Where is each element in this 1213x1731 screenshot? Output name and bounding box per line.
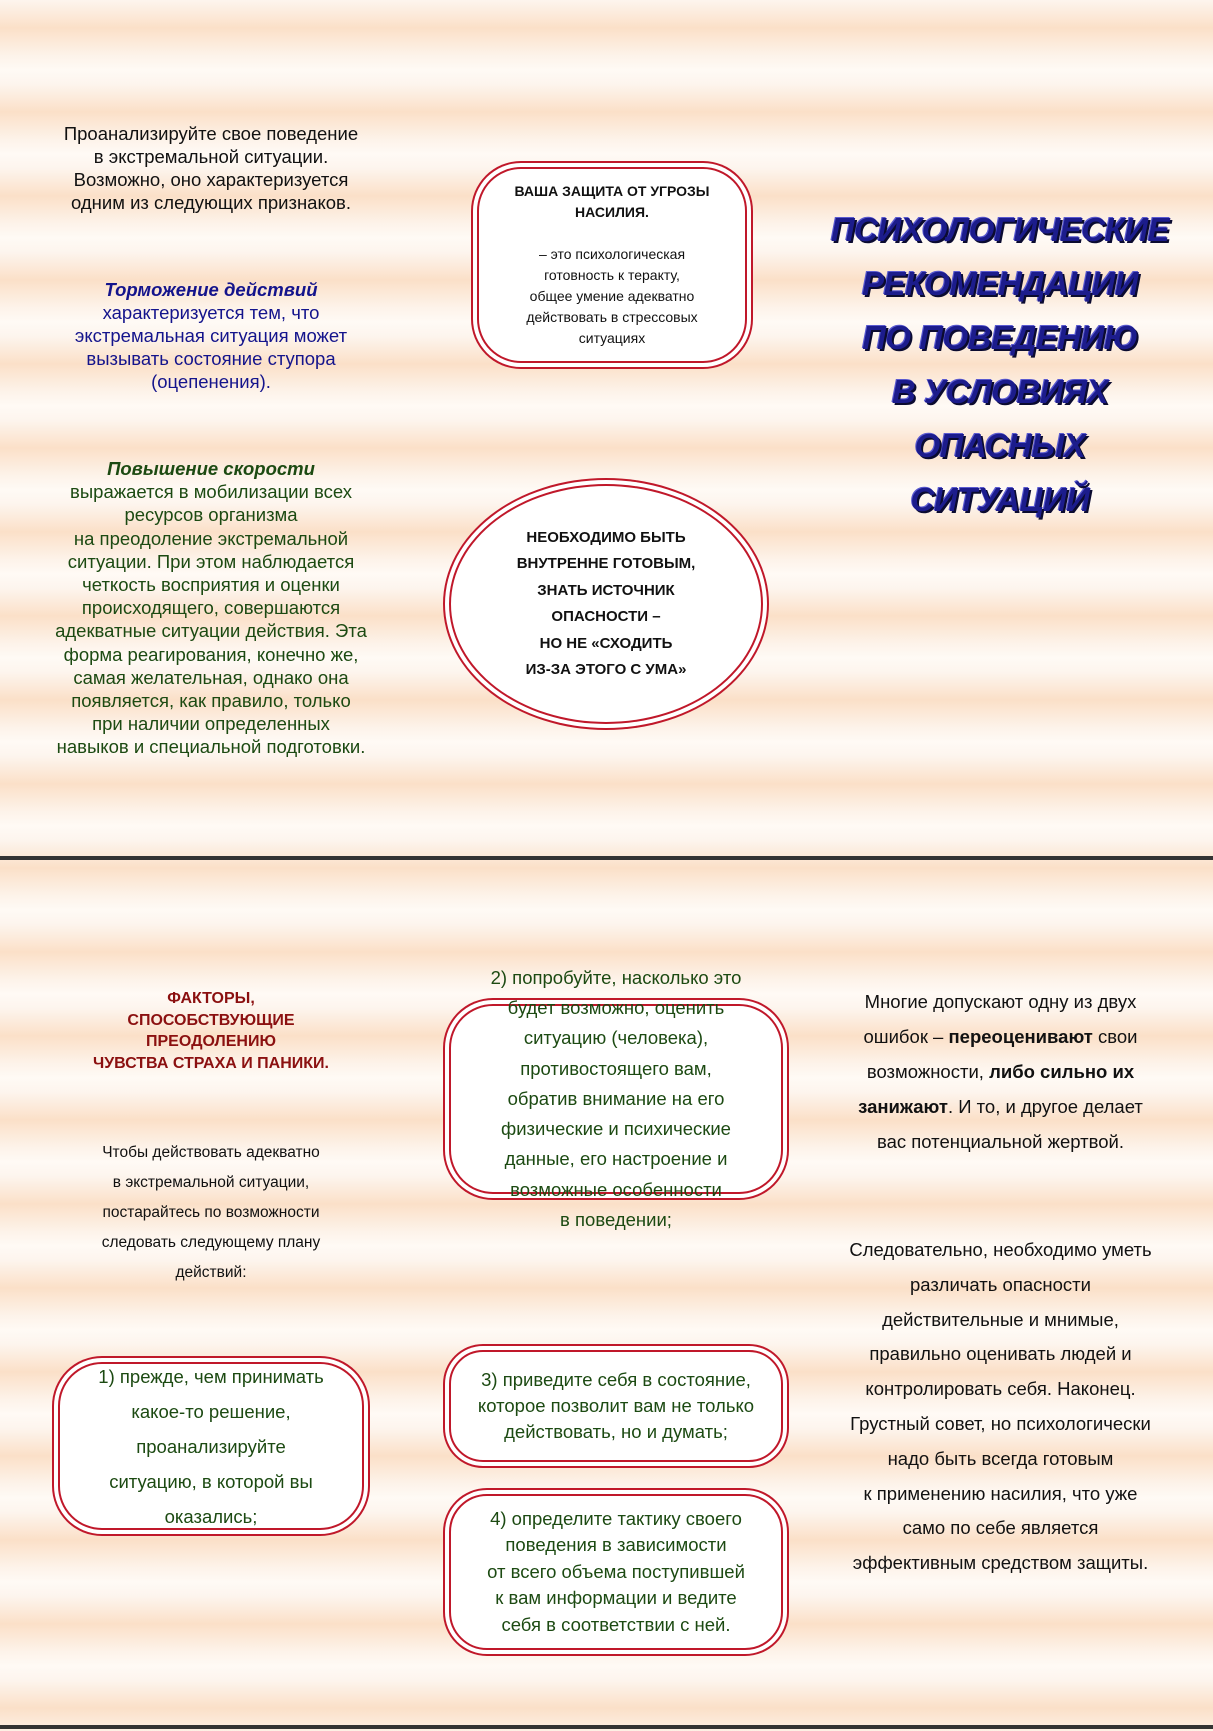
factors-line: ПРЕОДОЛЕНИЮ (146, 1033, 276, 1050)
mistakes-emphasis: переоценивают (948, 1026, 1093, 1047)
protection-line: действовать в стрессовых (526, 309, 698, 325)
intro-line: в экстремальной ситуации. (93, 146, 329, 167)
step-1-box (58, 1362, 364, 1530)
conclusion-line: действительные и мнимые, (882, 1308, 1119, 1330)
step-4-line: от всего объема поступившей (487, 1560, 745, 1582)
conclusion-line: контролировать себя. Наконец. (865, 1378, 1136, 1400)
brochure-title (815, 203, 1185, 527)
speed-line: появляется, как правило, только (71, 690, 351, 712)
protection-line: готовность к теракту, (544, 267, 680, 283)
step-2-line: 2) попробуйте, насколько это (490, 966, 742, 988)
step-2-line: противостоящего вам, (520, 1057, 712, 1079)
conclusion-line: Следовательно, необходимо уметь (849, 1239, 1152, 1260)
step-2-line: будет возможно, оценить (507, 996, 725, 1018)
title-line: В УСЛОВИЯХ (891, 373, 1109, 410)
step-3-line: 3) приведите себя в состояние, (481, 1369, 751, 1390)
title-line: СИТУАЦИЙ (910, 481, 1090, 518)
braking-line: вызывать состояние ступора (86, 348, 336, 369)
braking-line: экстремальная ситуация может (74, 325, 348, 346)
conclusion-line: эффективным средством защиты. (852, 1552, 1149, 1574)
ellipse-line: НЕОБХОДИМО БЫТЬ (526, 528, 686, 546)
intro-line: Проанализируйте свое поведение (63, 123, 359, 144)
mistakes-line (818, 1089, 1183, 1124)
conclusion-line: надо быть всегда готовым (887, 1447, 1114, 1469)
step-4-line: себя в соответствии с ней. (501, 1613, 731, 1635)
intro-line: Возможно, оно характеризуется (73, 169, 349, 190)
step-4-line: к вам информации и ведите (495, 1587, 737, 1609)
braking-heading: Торможение действий (104, 279, 318, 300)
step-1-line: какое-то решение, (131, 1400, 291, 1422)
speed-section (30, 457, 392, 759)
conclusion-text (818, 1233, 1183, 1581)
protection-heading: НАСИЛИЯ. (575, 204, 649, 220)
plan-line: Чтобы действовать адекватно (102, 1144, 320, 1161)
conclusion-line: Грустный совет, но психологически (850, 1412, 1151, 1434)
step-2-line: данные, его настроение и (504, 1148, 728, 1170)
factors-line: ЧУВСТВА СТРАХА И ПАНИКИ. (92, 1054, 329, 1072)
step-3-line: которое позволит вам не только (477, 1395, 755, 1416)
conclusion-line: правильно оценивать людей и (869, 1343, 1132, 1365)
plan-intro (50, 1138, 372, 1288)
title-line: ПСИХОЛОГИЧЕСКИЕ (830, 211, 1170, 248)
ellipse-line: ВНУТРЕННЕ ГОТОВЫМ, (516, 555, 696, 572)
speed-heading: Повышение скорости (107, 458, 315, 479)
plan-line: в экстремальной ситуации, (112, 1174, 310, 1191)
intro-line: одним из следующих признаков. (70, 192, 352, 213)
plan-line: следовать следующему плану (101, 1234, 321, 1251)
step-1-line: 1) прежде, чем принимать (98, 1365, 324, 1387)
speed-line: ситуации. При этом наблюдается (67, 550, 355, 572)
step-3-box (449, 1350, 783, 1462)
step-2-line: возможные особенности (510, 1178, 722, 1200)
step-1-line: проанализируйте (136, 1435, 286, 1457)
mistakes-emphasis: занижают (858, 1096, 948, 1117)
protection-heading: ВАША ЗАЩИТА ОТ УГРОЗЫ (514, 183, 710, 199)
conclusion-line: само по себе является (902, 1517, 1099, 1539)
braking-line: (оцепенения). (151, 371, 271, 392)
protection-box (477, 167, 747, 363)
speed-line: на преодоление экстремальной (73, 527, 349, 549)
mistakes-line: Многие допускают одну из двух (864, 991, 1137, 1012)
title-line: ОПАСНЫХ (914, 427, 1086, 464)
factors-line: СПОСОБСТВУЮЩИЕ (127, 1011, 295, 1029)
step-3-line: действовать, но и думать; (504, 1421, 728, 1442)
page-divider (0, 856, 1213, 860)
title-line: РЕКОМЕНДАЦИИ (861, 265, 1139, 302)
page-bottom-border (0, 1725, 1213, 1729)
conclusion-line: различать опасности (910, 1273, 1091, 1295)
title-line: ПО ПОВЕДЕНИЮ (862, 319, 1138, 356)
plan-line: действий: (175, 1264, 247, 1281)
page-one (0, 0, 1213, 858)
factors-line: ФАКТОРЫ, (167, 990, 255, 1007)
step-1-line: ситуацию, в которой вы (109, 1470, 313, 1492)
readiness-ellipse (449, 484, 763, 724)
step-2-line: физические и психические (501, 1118, 731, 1140)
protection-line: общее умение адекватно (529, 288, 695, 304)
speed-line: ресурсов организма (124, 504, 298, 526)
ellipse-line: ОПАСНОСТИ – (551, 608, 661, 625)
plan-line: постарайтесь по возможности (102, 1204, 320, 1221)
protection-line: – это психологическая (538, 246, 686, 262)
ellipse-line: ИЗ-ЗА ЭТОГО С УМА» (525, 661, 687, 678)
protection-line: ситуациях (578, 330, 646, 346)
mistakes-emphasis: либо сильно их (989, 1061, 1135, 1082)
speed-line: при наличии определенных (92, 713, 330, 735)
mistakes-text-part: возможности, (866, 1061, 990, 1082)
braking-line: характеризуется тем, что (102, 302, 320, 323)
speed-line: происходящего, совершаются (81, 597, 341, 619)
step-2-line: в поведении; (560, 1209, 672, 1231)
speed-line: адекватные ситуации действия. Эта (55, 620, 367, 642)
speed-line: форма реагирования, конечно же, (63, 643, 359, 665)
mistakes-line: вас потенциальной жертвой. (876, 1131, 1124, 1152)
speed-line: выражается в мобилизации всех (70, 481, 352, 503)
factors-heading (50, 988, 372, 1074)
step-4-box (449, 1494, 783, 1650)
braking-section (30, 278, 392, 393)
page-two (0, 866, 1213, 1731)
step-2-box (449, 966, 783, 1231)
ellipse-line: ЗНАТЬ ИСТОЧНИК (537, 581, 675, 599)
conclusion-line: к применению насилия, что уже (863, 1482, 1138, 1504)
mistakes-text-part: свои (1092, 1026, 1138, 1047)
intro-text (30, 122, 392, 214)
mistakes-text-part: . И то, и другое делает (947, 1096, 1143, 1117)
speed-line: четкость восприятия и оценки (82, 574, 340, 596)
speed-line: навыков и специальной подготовки. (56, 736, 366, 758)
mistakes-line (818, 1054, 1183, 1089)
step-2-line: обратив внимание на его (507, 1087, 725, 1109)
mistakes-line (818, 1019, 1183, 1054)
step-4-line: поведения в зависимости (505, 1534, 727, 1556)
step-2-line: ситуацию (человека), (523, 1027, 709, 1049)
step-1-line: оказались; (164, 1505, 258, 1527)
step-4-line: 4) определите тактику своего (490, 1507, 742, 1529)
speed-line: самая желательная, однако она (73, 666, 349, 688)
mistakes-text-part: ошибок – (863, 1026, 949, 1047)
ellipse-line: НО НЕ «СХОДИТЬ (539, 634, 673, 652)
mistakes-text (818, 984, 1183, 1159)
